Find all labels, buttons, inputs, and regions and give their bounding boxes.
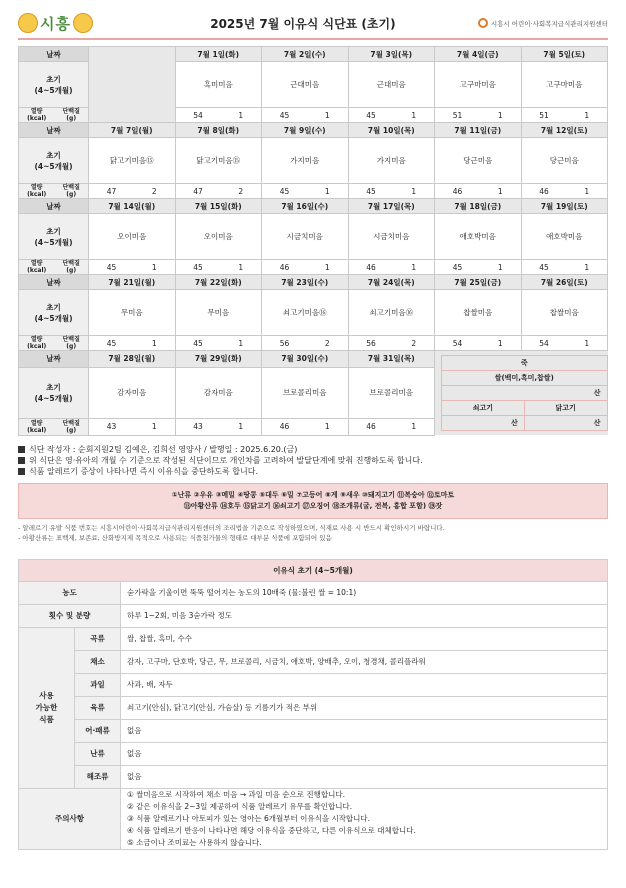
nutrition-cell <box>89 336 176 351</box>
protein-value: 1 <box>324 262 330 272</box>
protein-value: 1 <box>324 186 330 196</box>
protein-value: 1 <box>584 338 590 348</box>
menu-cell: 가지미음 <box>348 138 435 184</box>
nutrition-cell <box>175 108 262 123</box>
menu-cell: 고구마미음 <box>521 62 608 108</box>
note-item: 식단 작성자 : 순회지원2팀 김예은, 김희선 영양사 / 발행일 : 2025.6.20.(금) <box>18 444 608 455</box>
date-cell: 7월 21일(월) <box>89 275 176 290</box>
date-cell: 7월 15일(화) <box>175 199 262 214</box>
nutrition-cell <box>262 184 349 199</box>
date-label: 날짜 <box>19 351 89 368</box>
nutrition-cell <box>348 418 435 435</box>
protein-value: 1 <box>151 338 157 348</box>
food-group-row <box>19 742 608 765</box>
kcal-value: 56 <box>366 338 376 348</box>
sun-icon <box>18 13 38 33</box>
date-row <box>19 123 608 138</box>
kcal-value: 45 <box>193 338 203 348</box>
nutrition-cell <box>521 108 608 123</box>
caution-item: ③ 식품 알레르기나 아토피가 있는 영아는 6개월부터 이유식을 시작합니다. <box>127 813 371 823</box>
empty-cell <box>89 47 176 123</box>
protein-value: 1 <box>411 186 417 196</box>
kcal-value: 45 <box>279 110 290 120</box>
nutrition-label <box>19 260 89 275</box>
note-item: 위 식단은 영·유아의 개월 수 기준으로 작성된 식단이므로 개인차를 고려하여 발달단계에 맞춰 진행하도록 합니다. <box>18 455 608 466</box>
kcal-value: 47 <box>193 186 203 196</box>
footnotes: - 알레르기 유발 식품 번호는 시흥시어린이·사회복지급식관리지원센터의 조리법을 기준으로 작성하였으며, 식재료 사용 시 반드시 확인하시기 바랍니다. - 아황산류는 표백제, 보존료, 산화방지제 목적으로 사용되는 식품첨가물의 형태로 대부분 식품에 포함되어 있음 <box>18 523 445 542</box>
date-cell: 7월 19일(토) <box>521 199 608 214</box>
nutrition-cell <box>521 336 608 351</box>
menu-cell: 시금치미음 <box>348 214 435 260</box>
menu-cell: 흑미미음 <box>175 62 262 108</box>
menu-cell: 당근미음 <box>435 138 522 184</box>
food-group-label: 어·패류 <box>75 719 121 742</box>
kcal-value: 43 <box>106 422 117 432</box>
protein-value: 1 <box>411 422 417 432</box>
protein-value: 1 <box>151 262 157 272</box>
food-group-label: 채소 <box>75 650 121 673</box>
date-cell: 7월 12일(토) <box>521 123 608 138</box>
protein-label: 단백질 (g) <box>62 336 80 350</box>
protein-label: 단백질 (g) <box>62 184 80 198</box>
protein-value: 1 <box>324 110 330 120</box>
menu-cell: 찹쌀미음 <box>521 290 608 336</box>
protein-label: 단백질 (g) <box>62 108 80 122</box>
protein-value: 1 <box>151 422 157 432</box>
date-row <box>19 47 608 62</box>
menu-row <box>19 290 608 336</box>
kcal-label: 열량 (kcal) <box>27 108 47 122</box>
kcal-value: 45 <box>106 262 117 272</box>
kcal-value: 45 <box>366 110 376 120</box>
date-cell: 7월 4일(금) <box>435 47 522 62</box>
kcal-value: 43 <box>193 422 203 432</box>
stage-label: 초기 (4~5개월) <box>19 290 89 336</box>
date-cell: 7월 26일(토) <box>521 275 608 290</box>
date-cell: 7월 29일(화) <box>175 351 262 368</box>
protein-value: 1 <box>238 422 244 432</box>
menu-cell: 찹쌀미음 <box>435 290 522 336</box>
nutrition-cell <box>175 336 262 351</box>
menu-cell: 당근미음 <box>521 138 608 184</box>
menu-cell: 근대미음 <box>262 62 349 108</box>
food-group-label: 육류 <box>75 696 121 719</box>
food-group-value: 사과, 배, 자두 <box>121 673 608 696</box>
food-group-label: 난류 <box>75 742 121 765</box>
notes <box>18 444 608 477</box>
menu-cell: 닭고기미음⑮ <box>89 138 176 184</box>
date-cell: 7월 25일(금) <box>435 275 522 290</box>
menu-cell: 근대미음 <box>348 62 435 108</box>
stage-label: 초기 (4~5개월) <box>19 62 89 108</box>
org-logo-icon <box>478 18 488 28</box>
foods-label: 사용 가능한 식품 <box>19 627 75 788</box>
date-cell: 7월 28일(월) <box>89 351 176 368</box>
caution-item: ⑤ 소금이나 조미료는 사용하지 않습니다. <box>127 837 262 847</box>
nutrition-cell <box>435 260 522 275</box>
date-cell: 7월 2일(수) <box>262 47 349 62</box>
nutrition-cell <box>348 108 435 123</box>
date-cell: 7월 10일(목) <box>348 123 435 138</box>
nutrition-row <box>19 336 608 351</box>
density-value: 숟가락을 기울이면 뚝뚝 떨어지는 농도의 10배죽 (물:불린 쌀 = 10:1) <box>121 581 608 604</box>
protein-value: 1 <box>411 110 417 120</box>
food-group-value: 쇠고기(안심), 닭고기(안심, 가슴살) 등 기름기가 적은 부위 <box>121 696 608 719</box>
food-group-value: 없음 <box>121 765 608 788</box>
frequency-value: 하루 1~2회, 미음 3숟가락 정도 <box>121 604 608 627</box>
nutrition-cell <box>348 336 435 351</box>
kcal-value: 45 <box>193 262 203 272</box>
date-cell: 7월 23일(수) <box>262 275 349 290</box>
protein-value: 1 <box>584 186 590 196</box>
nutrition-row <box>19 260 608 275</box>
protein-value: 2 <box>324 338 330 348</box>
nutrition-label <box>19 418 89 435</box>
menu-row <box>19 138 608 184</box>
food-group-row <box>19 719 608 742</box>
menu-cell: 브로콜리미음 <box>262 367 349 418</box>
stage-label: 초기 (4~5개월) <box>19 214 89 260</box>
date-cell: 7월 24일(목) <box>348 275 435 290</box>
nutrition-cell <box>175 184 262 199</box>
caution-list <box>121 788 608 849</box>
menu-cell: 무미음 <box>175 290 262 336</box>
nutrition-cell <box>262 108 349 123</box>
protein-value: 1 <box>497 262 503 272</box>
kcal-value: 46 <box>279 422 290 432</box>
nutrition-cell <box>435 336 522 351</box>
protein-value: 1 <box>584 262 590 272</box>
kcal-value: 47 <box>106 186 117 196</box>
kcal-value: 46 <box>366 262 376 272</box>
date-cell: 7월 9일(수) <box>262 123 349 138</box>
protein-value: 1 <box>497 110 503 120</box>
kcal-label: 열량 (kcal) <box>27 336 47 350</box>
food-group-row <box>19 696 608 719</box>
kcal-value: 45 <box>106 338 117 348</box>
kcal-value: 45 <box>279 186 290 196</box>
frequency-label: 횟수 및 분량 <box>19 604 121 627</box>
date-cell: 7월 22일(화) <box>175 275 262 290</box>
kcal-value: 45 <box>366 186 376 196</box>
logo-text: 시흥 <box>40 14 71 33</box>
page-title: 2025년 7월 이유식 식단표 (초기) <box>210 16 396 31</box>
caution-item: ② 같은 이유식을 2~3일 제공하여 식품 알레르기 유무를 확인합니다. <box>127 801 353 811</box>
menu-cell: 시금치미음 <box>262 214 349 260</box>
date-cell: 7월 30일(수) <box>262 351 349 368</box>
protein-value: 2 <box>238 186 244 196</box>
date-row <box>19 351 608 368</box>
bullet-icon <box>18 468 25 475</box>
date-cell: 7월 11일(금) <box>435 123 522 138</box>
beef-origin: 산 <box>442 416 525 431</box>
nutrition-cell <box>175 260 262 275</box>
date-row <box>19 275 608 290</box>
caution-label: 주의사항 <box>19 788 121 849</box>
protein-value: 1 <box>324 422 330 432</box>
nutrition-cell <box>521 260 608 275</box>
bullet-icon <box>18 446 25 453</box>
protein-value: 1 <box>238 262 244 272</box>
nutrition-cell <box>435 108 522 123</box>
siheung-logo <box>18 13 128 34</box>
kcal-value: 45 <box>539 262 549 272</box>
food-group-value: 감자, 고구마, 단호박, 당근, 무, 브로콜리, 시금치, 애호박, 양배추, 오이, 청경채, 콜리플라워 <box>121 650 608 673</box>
nutrition-label <box>19 336 89 351</box>
nutrition-cell <box>521 184 608 199</box>
weaning-guide-table <box>18 559 608 850</box>
kcal-value: 54 <box>193 110 203 120</box>
note-item: 식품 알레르기 증상이 나타나면 즉시 이유식을 중단하도록 합니다. <box>18 466 608 477</box>
date-cell: 7월 18일(금) <box>435 199 522 214</box>
date-cell: 7월 1일(화) <box>175 47 262 62</box>
guide-title: 이유식 초기 (4~5개월) <box>19 559 608 581</box>
weekly-menu-table <box>18 46 608 436</box>
protein-value: 1 <box>584 110 590 120</box>
chicken-origin: 산 <box>524 416 607 431</box>
density-label: 농도 <box>19 581 121 604</box>
menu-cell: 브로콜리미음 <box>348 367 435 418</box>
nutrition-label <box>19 184 89 199</box>
menu-cell: 가지미음 <box>262 138 349 184</box>
nutrition-cell <box>89 418 176 435</box>
menu-cell: 애호박미음 <box>435 214 522 260</box>
caution-row <box>19 788 608 849</box>
menu-cell: 감자미음 <box>89 367 176 418</box>
protein-value: 2 <box>151 186 157 196</box>
date-label: 날짜 <box>19 47 89 62</box>
nutrition-label <box>19 108 89 123</box>
kcal-value: 51 <box>452 110 463 120</box>
date-cell: 7월 31일(목) <box>348 351 435 368</box>
kcal-label: 열량 (kcal) <box>27 184 47 198</box>
allergy-legend: ①난류 ②우유 ③메밀 ④땅콩 ⑤대두 ⑥밀 ⑦고등어 ⑧게 ⑨새우 ⑩돼지고기 ⑪복숭아 ⑫토마토 ⑬아황산류 ⑭호두 ⑮닭고기 ⑯쇠고기 ⑰오징어 ⑱조개류(굴, 전복, 홍합 포함) ⑲잣 <box>18 483 608 519</box>
food-group-row <box>19 650 608 673</box>
sun-icon <box>73 13 93 33</box>
date-label: 날짜 <box>19 199 89 214</box>
menu-cell: 고구마미음 <box>435 62 522 108</box>
date-cell: 7월 14일(월) <box>89 199 176 214</box>
protein-value: 1 <box>497 338 503 348</box>
protein-value: 2 <box>411 338 417 348</box>
org-name: 시흥시 어린이·사회복지급식관리지원센터 <box>478 18 608 28</box>
kcal-label: 열량 (kcal) <box>27 260 47 274</box>
food-group-row <box>19 627 608 650</box>
kcal-value: 54 <box>539 338 549 348</box>
nutrition-cell <box>175 418 262 435</box>
food-group-label: 곡류 <box>75 627 121 650</box>
kcal-value: 45 <box>452 262 463 272</box>
kcal-value: 46 <box>452 186 463 196</box>
menu-cell: 애호박미음 <box>521 214 608 260</box>
kcal-value: 46 <box>539 186 549 196</box>
caution-item: ① 쌀미음으로 시작하여 채소 미음 → 과일 미음 순으로 진행합니다. <box>127 789 345 799</box>
protein-label: 단백질 (g) <box>62 260 80 274</box>
date-cell: 7월 17일(목) <box>348 199 435 214</box>
protein-label: 단백질 (g) <box>62 419 80 434</box>
menu-row <box>19 214 608 260</box>
date-row <box>19 199 608 214</box>
nutrition-row <box>19 184 608 199</box>
protein-value: 1 <box>238 338 244 348</box>
food-group-label: 해조류 <box>75 765 121 788</box>
nutrition-cell <box>89 260 176 275</box>
menu-cell: 감자미음 <box>175 367 262 418</box>
caution-item: ④ 식품 알레르기 반응이 나타나면 해당 이유식을 중단하고, 다른 이유식으로 대체합니다. <box>127 825 416 835</box>
food-group-value: 없음 <box>121 742 608 765</box>
nutrition-cell <box>89 184 176 199</box>
date-cell: 7월 16일(수) <box>262 199 349 214</box>
rice-label: 쌀(백미,흑미,찹쌀) <box>442 371 608 386</box>
food-group-label: 과일 <box>75 673 121 696</box>
porridge-origin-box <box>435 351 608 436</box>
kcal-label: 열량 (kcal) <box>27 419 47 434</box>
protein-value: 1 <box>411 262 417 272</box>
kcal-value: 56 <box>279 338 290 348</box>
kcal-value: 51 <box>539 110 549 120</box>
food-group-value: 쌀, 찹쌀, 흑미, 수수 <box>121 627 608 650</box>
beef-label: 쇠고기 <box>442 401 525 416</box>
date-cell: 7월 5일(토) <box>521 47 608 62</box>
nutrition-cell <box>435 184 522 199</box>
food-group-row <box>19 765 608 788</box>
menu-cell: 무미음 <box>89 290 176 336</box>
nutrition-cell <box>348 260 435 275</box>
nutrition-cell <box>262 418 349 435</box>
porridge-title: 죽 <box>442 356 608 371</box>
protein-value: 1 <box>497 186 503 196</box>
header <box>18 10 608 40</box>
stage-label: 초기 (4~5개월) <box>19 138 89 184</box>
menu-cell: 오이미음 <box>89 214 176 260</box>
kcal-value: 46 <box>279 262 290 272</box>
date-cell: 7월 8일(화) <box>175 123 262 138</box>
nutrition-cell <box>262 336 349 351</box>
menu-cell: 쇠고기미음⑯ <box>262 290 349 336</box>
date-cell: 7월 3일(목) <box>348 47 435 62</box>
nutrition-cell <box>262 260 349 275</box>
kcal-value: 46 <box>366 422 376 432</box>
date-label: 날짜 <box>19 275 89 290</box>
food-group-value: 없음 <box>121 719 608 742</box>
date-label: 날짜 <box>19 123 89 138</box>
menu-cell: 쇠고기미음⑯ <box>348 290 435 336</box>
nutrition-cell <box>348 184 435 199</box>
chicken-label: 닭고기 <box>524 401 607 416</box>
kcal-value: 54 <box>452 338 463 348</box>
menu-cell: 오이미음 <box>175 214 262 260</box>
stage-label: 초기 (4~5개월) <box>19 367 89 418</box>
food-group-row <box>19 673 608 696</box>
bullet-icon <box>18 457 25 464</box>
rice-origin: 산 <box>442 386 608 401</box>
menu-cell: 닭고기미음⑮ <box>175 138 262 184</box>
protein-value: 1 <box>238 110 244 120</box>
date-cell: 7월 7일(월) <box>89 123 176 138</box>
